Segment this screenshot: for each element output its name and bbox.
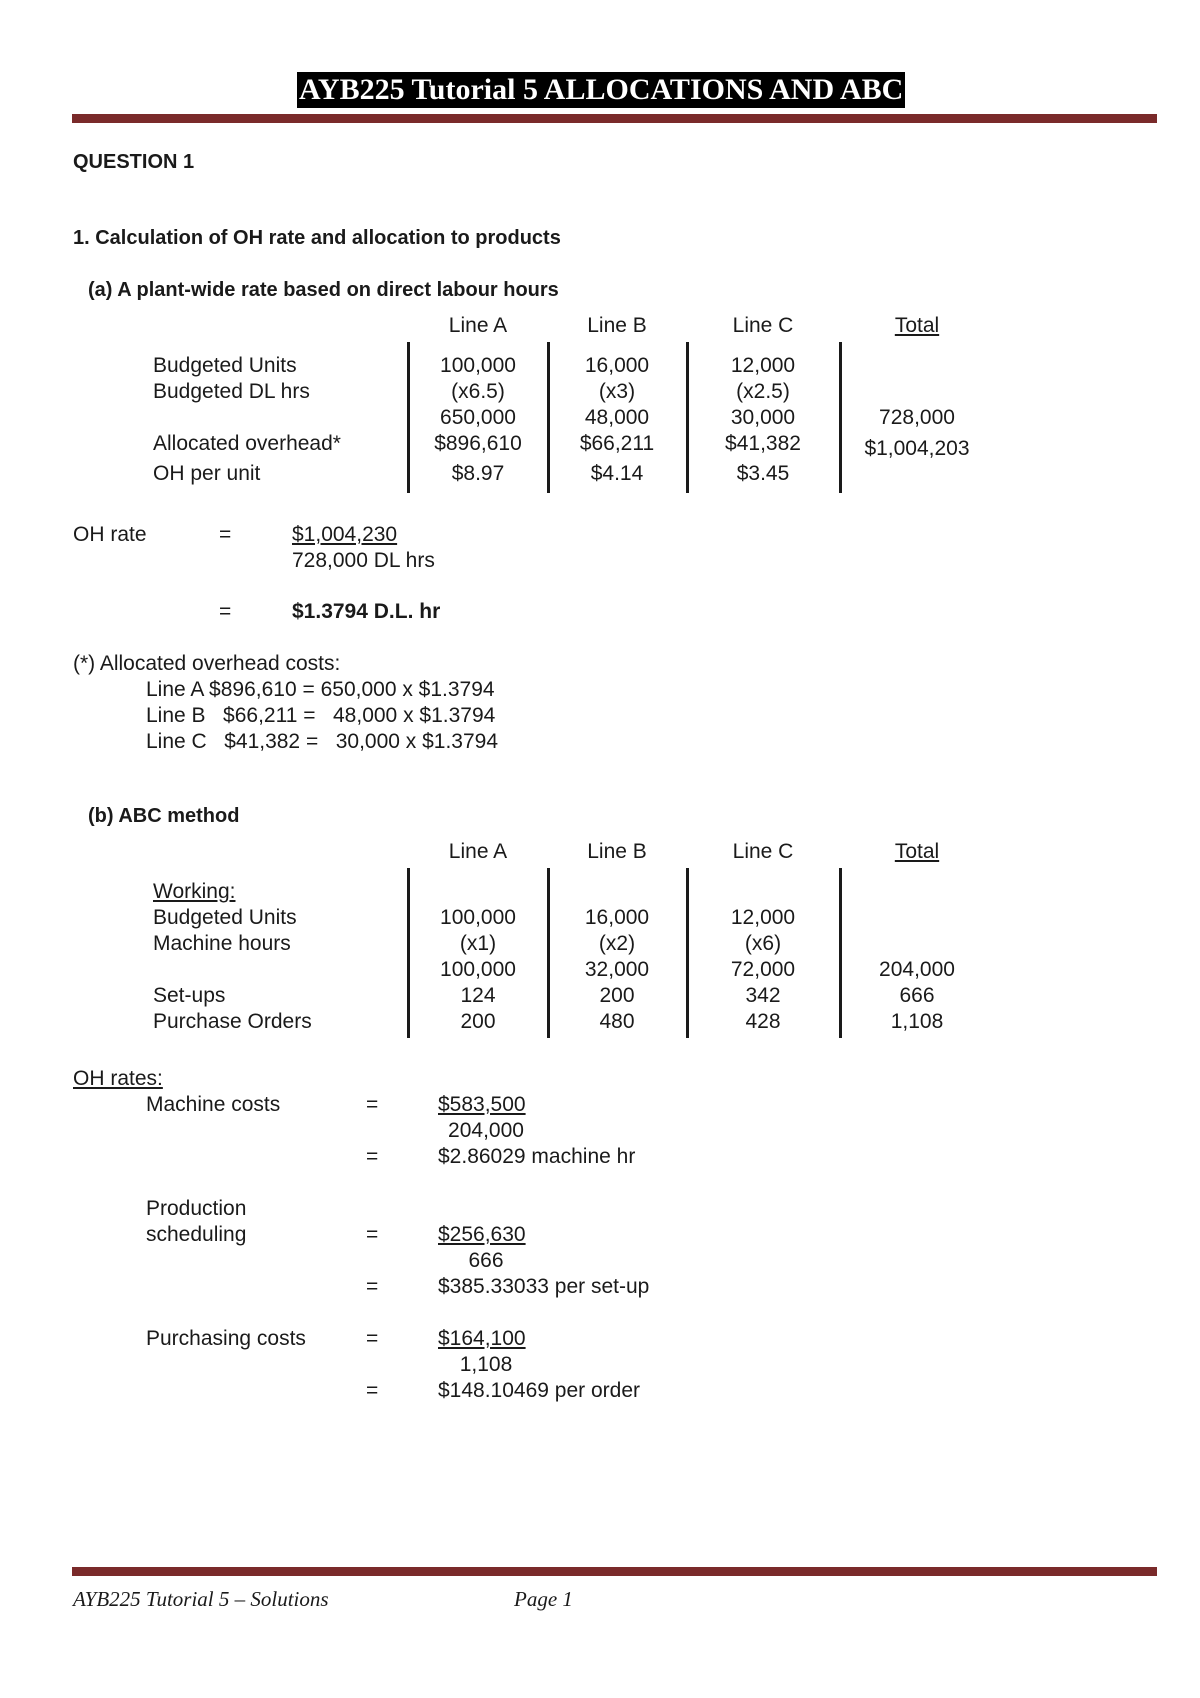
allocated-note-line: Line C $41,382 = 30,000 x $1.3794 xyxy=(146,730,499,753)
cell: (x1) xyxy=(459,932,497,955)
allocated-note-line: Line A $896,610 = 650,000 x $1.3794 xyxy=(146,678,495,701)
col-header-line-b: Line B xyxy=(587,314,647,337)
col-header-line-a: Line A xyxy=(448,314,508,337)
rate-denominator: 204,000 xyxy=(448,1119,524,1142)
cell: (x2.5) xyxy=(736,380,790,403)
table-divider xyxy=(839,868,842,1038)
cell: $41,382 xyxy=(725,432,801,455)
row-label: Machine hours xyxy=(153,932,291,955)
row-label: Allocated overhead* xyxy=(153,432,341,455)
rate-label: Machine costs xyxy=(146,1093,281,1116)
row-label: Budgeted Units xyxy=(153,354,297,377)
equals-sign: = xyxy=(219,523,232,546)
equals-sign: = xyxy=(219,600,232,623)
cell: 428 xyxy=(745,1010,781,1033)
equals-sign: = xyxy=(366,1223,379,1246)
rate-numerator: $164,100 xyxy=(438,1327,526,1350)
question-heading: QUESTION 1 xyxy=(73,151,195,173)
header-rule xyxy=(72,114,1157,123)
oh-rates-label: OH rates: xyxy=(73,1067,163,1090)
table-divider xyxy=(686,868,689,1038)
part-a-heading: (a) A plant-wide rate based on direct labour hours xyxy=(88,279,559,301)
row-label: OH per unit xyxy=(153,462,261,485)
equals-sign: = xyxy=(366,1093,379,1116)
cell-total: 666 xyxy=(899,984,935,1007)
row-label: Purchase Orders xyxy=(153,1010,312,1033)
oh-rate-numerator: $1,004,230 xyxy=(292,523,398,546)
cell: $66,211 xyxy=(579,432,655,455)
oh-rate-denominator: 728,000 DL hrs xyxy=(292,549,435,572)
allocated-note-title: (*) Allocated overhead costs: xyxy=(73,652,341,675)
cell-total: 1,108 xyxy=(890,1010,944,1033)
cell: 480 xyxy=(599,1010,635,1033)
cell: 342 xyxy=(745,984,781,1007)
cell: 72,000 xyxy=(730,958,796,981)
table-divider xyxy=(407,342,410,493)
rate-numerator: $256,630 xyxy=(438,1223,526,1246)
rate-denominator: 1,108 xyxy=(459,1353,513,1376)
equals-sign: = xyxy=(366,1145,379,1168)
cell: (x3) xyxy=(598,380,636,403)
cell: 16,000 xyxy=(584,354,650,377)
rate-denominator: 666 xyxy=(468,1249,504,1272)
footer-doc-label: AYB225 Tutorial 5 – Solutions xyxy=(73,1587,329,1611)
col-header-total: Total xyxy=(894,314,940,337)
table-divider xyxy=(407,868,410,1038)
col-header-line-c: Line C xyxy=(732,840,794,863)
rate-numerator: $583,500 xyxy=(438,1093,526,1116)
allocated-note-line: Line B $66,211 = 48,000 x $1.3794 xyxy=(146,704,496,727)
cell: (x2) xyxy=(598,932,636,955)
cell: 200 xyxy=(599,984,635,1007)
cell: (x6) xyxy=(744,932,782,955)
table-divider xyxy=(547,342,550,493)
cell: (x6.5) xyxy=(451,380,505,403)
row-label: Budgeted Units xyxy=(153,906,297,929)
rate-result: $2.86029 machine hr xyxy=(438,1145,636,1168)
row-label: Set-ups xyxy=(153,984,226,1007)
col-header-total: Total xyxy=(894,840,940,863)
cell: 16,000 xyxy=(584,906,650,929)
table-divider xyxy=(547,868,550,1038)
table-divider xyxy=(839,342,842,493)
col-header-line-a: Line A xyxy=(448,840,508,863)
rate-label: Production xyxy=(146,1197,247,1220)
cell: 650,000 xyxy=(440,406,516,429)
cell: $4.14 xyxy=(590,462,644,485)
table-divider xyxy=(686,342,689,493)
document-title: AYB225 Tutorial 5 ALLOCATIONS AND ABC xyxy=(299,73,904,106)
cell: 12,000 xyxy=(730,354,796,377)
rate-label: Purchasing costs xyxy=(146,1327,306,1350)
col-header-line-b: Line B xyxy=(587,840,647,863)
equals-sign: = xyxy=(366,1275,379,1298)
part-b-heading: (b) ABC method xyxy=(88,805,240,827)
cell: 30,000 xyxy=(730,406,796,429)
cell: 200 xyxy=(460,1010,496,1033)
cell: 100,000 xyxy=(440,354,516,377)
footer-rule xyxy=(72,1567,1157,1576)
col-header-line-c: Line C xyxy=(732,314,794,337)
cell: 100,000 xyxy=(440,958,516,981)
cell: $3.45 xyxy=(736,462,790,485)
working-label: Working: xyxy=(153,880,236,903)
row-label: Budgeted DL hrs xyxy=(153,380,310,403)
cell-total: $1,004,203 xyxy=(864,437,970,460)
equals-sign: = xyxy=(366,1327,379,1350)
cell: $8.97 xyxy=(451,462,505,485)
cell: 12,000 xyxy=(730,906,796,929)
cell: 124 xyxy=(460,984,496,1007)
cell-total: 204,000 xyxy=(879,958,955,981)
rate-label: scheduling xyxy=(146,1223,247,1246)
rate-result: $385.33033 per set-up xyxy=(438,1275,650,1298)
cell: 100,000 xyxy=(440,906,516,929)
rate-result: $148.10469 per order xyxy=(438,1379,640,1402)
section-heading: 1. Calculation of OH rate and allocation to products xyxy=(73,227,561,249)
page-number: Page 1 xyxy=(514,1587,573,1611)
cell: 32,000 xyxy=(584,958,650,981)
oh-rate-result: $1.3794 D.L. hr xyxy=(292,600,441,623)
cell: $896,610 xyxy=(434,432,522,455)
equals-sign: = xyxy=(366,1379,379,1402)
cell-total: 728,000 xyxy=(879,406,955,429)
cell: 48,000 xyxy=(584,406,650,429)
oh-rate-label: OH rate xyxy=(73,523,147,546)
